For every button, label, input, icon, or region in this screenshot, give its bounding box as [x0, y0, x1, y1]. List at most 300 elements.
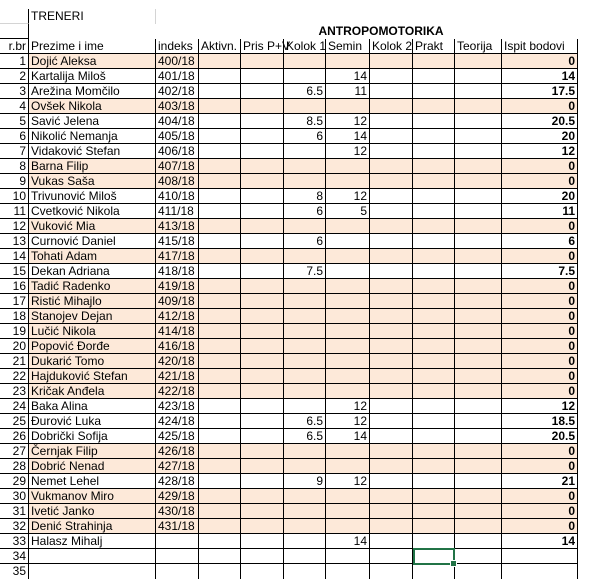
value-cell[interactable]: 8.5 [284, 114, 326, 129]
value-cell[interactable] [241, 324, 284, 339]
value-cell[interactable] [326, 99, 370, 114]
index-cell[interactable]: 410/18 [156, 189, 199, 204]
selected-cell[interactable] [413, 548, 455, 565]
row-number-cell[interactable]: 8 [0, 159, 29, 174]
value-cell[interactable] [455, 84, 502, 99]
name-cell[interactable]: Dojić Aleksa [29, 54, 156, 69]
total-cell[interactable]: 17.5 [502, 84, 578, 99]
value-cell[interactable] [370, 99, 413, 114]
value-cell[interactable] [370, 549, 413, 564]
value-cell[interactable] [326, 369, 370, 384]
value-cell[interactable] [413, 264, 455, 279]
value-cell[interactable] [284, 369, 326, 384]
value-cell[interactable] [241, 174, 284, 189]
value-cell[interactable] [370, 174, 413, 189]
value-cell[interactable] [284, 564, 326, 579]
value-cell[interactable] [413, 234, 455, 249]
value-cell[interactable]: 11 [326, 84, 370, 99]
total-cell[interactable]: 14 [502, 69, 578, 84]
total-cell[interactable]: 20 [502, 189, 578, 204]
index-cell[interactable]: 413/18 [156, 219, 199, 234]
value-cell[interactable] [199, 459, 241, 474]
value-cell[interactable] [455, 444, 502, 459]
total-cell[interactable]: 7.5 [502, 264, 578, 279]
value-cell[interactable] [199, 339, 241, 354]
index-cell[interactable]: 401/18 [156, 69, 199, 84]
total-cell[interactable]: 0 [502, 489, 578, 504]
row-number-cell[interactable]: 26 [0, 429, 29, 444]
index-cell[interactable]: 418/18 [156, 264, 199, 279]
value-cell[interactable] [284, 399, 326, 414]
name-cell[interactable]: Barna Filip [29, 159, 156, 174]
row-number-cell[interactable]: 30 [0, 489, 29, 504]
semin-header[interactable]: Semin [326, 39, 370, 54]
total-cell[interactable]: 0 [502, 279, 578, 294]
total-cell[interactable]: 0 [502, 99, 578, 114]
value-cell[interactable] [241, 564, 284, 579]
value-cell[interactable] [370, 444, 413, 459]
value-cell[interactable] [326, 219, 370, 234]
value-cell[interactable] [413, 249, 455, 264]
total-cell[interactable]: 20 [502, 129, 578, 144]
value-cell[interactable] [370, 519, 413, 534]
value-cell[interactable] [284, 294, 326, 309]
section-header[interactable]: ANTROPOMOTORIKA [318, 24, 444, 38]
total-cell[interactable]: 0 [502, 339, 578, 354]
value-cell[interactable] [326, 264, 370, 279]
value-cell[interactable] [241, 249, 284, 264]
value-cell[interactable] [241, 414, 284, 429]
row-number-cell[interactable]: 21 [0, 354, 29, 369]
value-cell[interactable]: 12 [326, 474, 370, 489]
value-cell[interactable] [413, 339, 455, 354]
total-cell[interactable]: 0 [502, 219, 578, 234]
value-cell[interactable] [413, 69, 455, 84]
value-cell[interactable] [284, 324, 326, 339]
value-cell[interactable] [241, 534, 284, 549]
index-cell[interactable]: 422/18 [156, 384, 199, 399]
total-cell[interactable]: 0 [502, 444, 578, 459]
row-number-cell[interactable]: 25 [0, 414, 29, 429]
name-cell[interactable]: Savić Jelena [29, 114, 156, 129]
value-cell[interactable] [370, 354, 413, 369]
value-cell[interactable] [241, 129, 284, 144]
value-cell[interactable] [326, 354, 370, 369]
value-cell[interactable] [284, 519, 326, 534]
index-cell[interactable]: 416/18 [156, 339, 199, 354]
value-cell[interactable] [241, 399, 284, 414]
value-cell[interactable] [370, 204, 413, 219]
value-cell[interactable] [455, 69, 502, 84]
value-cell[interactable] [199, 189, 241, 204]
name-cell[interactable]: Tohati Adam [29, 249, 156, 264]
index-cell[interactable] [156, 534, 199, 549]
value-cell[interactable] [370, 234, 413, 249]
value-cell[interactable]: 12 [326, 414, 370, 429]
value-cell[interactable] [241, 114, 284, 129]
total-cell[interactable]: 0 [502, 159, 578, 174]
value-cell[interactable] [455, 369, 502, 384]
total-cell[interactable]: 12 [502, 399, 578, 414]
value-cell[interactable] [326, 249, 370, 264]
total-cell[interactable]: 21 [502, 474, 578, 489]
teorija-header[interactable]: Teorija [455, 39, 502, 54]
value-cell[interactable]: 6.5 [284, 414, 326, 429]
value-cell[interactable] [413, 114, 455, 129]
total-cell[interactable] [502, 564, 578, 579]
value-cell[interactable] [326, 564, 370, 579]
row-number-cell[interactable]: 5 [0, 114, 29, 129]
value-cell[interactable]: 9 [284, 474, 326, 489]
index-cell[interactable]: 428/18 [156, 474, 199, 489]
value-cell[interactable] [455, 219, 502, 234]
value-cell[interactable] [455, 399, 502, 414]
value-cell[interactable] [326, 324, 370, 339]
total-cell[interactable]: 11 [502, 204, 578, 219]
name-cell[interactable]: Vuković Mia [29, 219, 156, 234]
value-cell[interactable] [455, 324, 502, 339]
name-cell[interactable]: Stanojev Dejan [29, 309, 156, 324]
value-cell[interactable] [241, 279, 284, 294]
value-cell[interactable] [370, 489, 413, 504]
value-cell[interactable] [199, 84, 241, 99]
value-cell[interactable] [199, 264, 241, 279]
value-cell[interactable] [413, 459, 455, 474]
value-cell[interactable] [413, 399, 455, 414]
rbr-header[interactable]: r.br [0, 39, 29, 54]
value-cell[interactable] [284, 174, 326, 189]
value-cell[interactable] [370, 279, 413, 294]
value-cell[interactable] [241, 144, 284, 159]
value-cell[interactable] [413, 564, 455, 579]
name-cell[interactable]: Vukas Saša [29, 174, 156, 189]
name-cell[interactable]: Vidaković Stefan [29, 144, 156, 159]
value-cell[interactable] [455, 474, 502, 489]
value-cell[interactable] [370, 54, 413, 69]
index-cell[interactable]: 429/18 [156, 489, 199, 504]
index-cell[interactable]: 420/18 [156, 354, 199, 369]
value-cell[interactable] [241, 219, 284, 234]
value-cell[interactable] [241, 504, 284, 519]
value-cell[interactable] [370, 159, 413, 174]
row-number-cell[interactable]: 14 [0, 249, 29, 264]
index-cell[interactable]: 412/18 [156, 309, 199, 324]
row-number-cell[interactable]: 3 [0, 84, 29, 99]
value-cell[interactable] [199, 324, 241, 339]
value-cell[interactable] [199, 174, 241, 189]
value-cell[interactable] [241, 204, 284, 219]
row-number-cell[interactable]: 2 [0, 69, 29, 84]
value-cell[interactable] [455, 144, 502, 159]
total-cell[interactable]: 12 [502, 144, 578, 159]
name-cell[interactable]: Hajduković Stefan [29, 369, 156, 384]
row-number-cell[interactable]: 13 [0, 234, 29, 249]
total-cell[interactable]: 0 [502, 174, 578, 189]
name-cell[interactable]: Dukarić Tomo [29, 354, 156, 369]
index-cell[interactable]: 404/18 [156, 114, 199, 129]
value-cell[interactable] [413, 534, 455, 549]
fill-handle[interactable] [450, 560, 457, 567]
value-cell[interactable] [326, 459, 370, 474]
name-cell[interactable]: Nikolić Nemanja [29, 129, 156, 144]
value-cell[interactable] [455, 414, 502, 429]
value-cell[interactable]: 14 [326, 429, 370, 444]
value-cell[interactable] [455, 234, 502, 249]
index-cell[interactable]: 426/18 [156, 444, 199, 459]
value-cell[interactable] [199, 69, 241, 84]
value-cell[interactable] [370, 534, 413, 549]
index-cell[interactable]: 431/18 [156, 519, 199, 534]
total-cell[interactable]: 6 [502, 234, 578, 249]
value-cell[interactable] [370, 294, 413, 309]
value-cell[interactable] [241, 84, 284, 99]
value-cell[interactable] [413, 324, 455, 339]
value-cell[interactable] [199, 114, 241, 129]
value-cell[interactable] [284, 339, 326, 354]
name-cell[interactable]: Trivunović Miloš [29, 189, 156, 204]
row-number-cell[interactable]: 1 [0, 54, 29, 69]
row-number-cell[interactable]: 7 [0, 144, 29, 159]
value-cell[interactable] [199, 399, 241, 414]
index-cell[interactable]: 407/18 [156, 159, 199, 174]
kolok2-header[interactable]: Kolok 2 [372, 39, 413, 53]
value-cell[interactable] [413, 489, 455, 504]
value-cell[interactable] [326, 309, 370, 324]
prakt-header[interactable]: Prakt [413, 39, 455, 54]
name-cell[interactable]: Lučić Nikola [29, 324, 156, 339]
value-cell[interactable] [455, 249, 502, 264]
total-cell[interactable]: 0 [502, 459, 578, 474]
value-cell[interactable]: 6.5 [284, 429, 326, 444]
total-cell[interactable]: 0 [502, 324, 578, 339]
value-cell[interactable] [284, 549, 326, 564]
kolok1-header[interactable]: Kolok 1 [286, 39, 327, 53]
value-cell[interactable] [284, 534, 326, 549]
value-cell[interactable] [326, 384, 370, 399]
value-cell[interactable] [199, 549, 241, 564]
value-cell[interactable] [284, 279, 326, 294]
row-number-cell[interactable]: 18 [0, 309, 29, 324]
value-cell[interactable]: 6 [284, 204, 326, 219]
value-cell[interactable] [199, 159, 241, 174]
name-cell[interactable]: Denić Strahinja [29, 519, 156, 534]
total-cell[interactable]: 0 [502, 519, 578, 534]
index-cell[interactable]: 402/18 [156, 84, 199, 99]
value-cell[interactable] [284, 144, 326, 159]
index-cell[interactable]: 421/18 [156, 369, 199, 384]
value-cell[interactable] [241, 354, 284, 369]
value-cell[interactable] [326, 504, 370, 519]
value-cell[interactable] [455, 54, 502, 69]
total-cell[interactable]: 0 [502, 309, 578, 324]
value-cell[interactable] [199, 204, 241, 219]
value-cell[interactable] [370, 249, 413, 264]
name-cell[interactable]: Ovšek Nikola [29, 99, 156, 114]
value-cell[interactable]: 6 [284, 234, 326, 249]
value-cell[interactable] [370, 459, 413, 474]
name-cell[interactable]: Ristić Mihajlo [29, 294, 156, 309]
value-cell[interactable] [370, 369, 413, 384]
value-cell[interactable] [284, 69, 326, 84]
value-cell[interactable]: 12 [326, 189, 370, 204]
value-cell[interactable] [199, 384, 241, 399]
value-cell[interactable]: 12 [326, 144, 370, 159]
value-cell[interactable] [370, 189, 413, 204]
value-cell[interactable] [199, 504, 241, 519]
value-cell[interactable] [284, 249, 326, 264]
index-header[interactable]: indeks [156, 39, 199, 54]
value-cell[interactable] [199, 369, 241, 384]
total-cell[interactable]: 0 [502, 369, 578, 384]
row-number-cell[interactable]: 32 [0, 519, 29, 534]
value-cell[interactable] [413, 159, 455, 174]
total-cell[interactable]: 0 [502, 249, 578, 264]
value-cell[interactable] [370, 324, 413, 339]
value-cell[interactable] [370, 114, 413, 129]
value-cell[interactable] [455, 339, 502, 354]
title-cell[interactable]: TRENERI [29, 9, 156, 24]
total-cell[interactable]: 0 [502, 294, 578, 309]
value-cell[interactable] [413, 174, 455, 189]
value-cell[interactable] [284, 309, 326, 324]
value-cell[interactable] [370, 429, 413, 444]
row-number-cell[interactable]: 35 [0, 564, 29, 579]
value-cell[interactable] [413, 294, 455, 309]
name-cell[interactable]: Baka Alina [29, 399, 156, 414]
index-cell[interactable]: 414/18 [156, 324, 199, 339]
value-cell[interactable] [455, 354, 502, 369]
index-cell[interactable]: 411/18 [156, 204, 199, 219]
value-cell[interactable] [370, 339, 413, 354]
name-cell[interactable]: Popović Đorđe [29, 339, 156, 354]
value-cell[interactable] [370, 309, 413, 324]
value-cell[interactable] [326, 279, 370, 294]
value-cell[interactable] [413, 519, 455, 534]
name-cell[interactable]: Cvetković Nikola [29, 204, 156, 219]
value-cell[interactable] [370, 69, 413, 84]
value-cell[interactable] [413, 54, 455, 69]
value-cell[interactable] [241, 54, 284, 69]
value-cell[interactable] [370, 219, 413, 234]
value-cell[interactable] [199, 414, 241, 429]
value-cell[interactable] [241, 234, 284, 249]
value-cell[interactable]: 7.5 [284, 264, 326, 279]
value-cell[interactable] [241, 444, 284, 459]
value-cell[interactable] [370, 564, 413, 579]
value-cell[interactable] [284, 99, 326, 114]
value-cell[interactable] [241, 264, 284, 279]
index-cell[interactable] [156, 549, 199, 564]
name-cell[interactable]: Dobrički Sofija [29, 429, 156, 444]
value-cell[interactable] [241, 489, 284, 504]
value-cell[interactable] [455, 384, 502, 399]
row-number-cell[interactable]: 27 [0, 444, 29, 459]
value-cell[interactable] [370, 129, 413, 144]
value-cell[interactable] [199, 99, 241, 114]
index-cell[interactable]: 400/18 [156, 54, 199, 69]
index-cell[interactable]: 408/18 [156, 174, 199, 189]
value-cell[interactable] [326, 294, 370, 309]
name-cell[interactable]: Kričak Anđela [29, 384, 156, 399]
name-cell[interactable]: Dekan Adriana [29, 264, 156, 279]
value-cell[interactable] [413, 84, 455, 99]
value-cell[interactable] [199, 474, 241, 489]
value-cell[interactable] [199, 564, 241, 579]
value-cell[interactable] [199, 144, 241, 159]
value-cell[interactable] [455, 564, 502, 579]
value-cell[interactable] [199, 129, 241, 144]
total-cell[interactable]: 0 [502, 354, 578, 369]
value-cell[interactable] [284, 159, 326, 174]
row-number-cell[interactable]: 29 [0, 474, 29, 489]
value-cell[interactable] [241, 309, 284, 324]
value-cell[interactable] [413, 414, 455, 429]
name-cell[interactable] [29, 549, 156, 564]
value-cell[interactable] [455, 519, 502, 534]
name-cell[interactable]: Curnović Daniel [29, 234, 156, 249]
row-number-cell[interactable]: 19 [0, 324, 29, 339]
value-cell[interactable]: 12 [326, 114, 370, 129]
value-cell[interactable] [241, 429, 284, 444]
value-cell[interactable] [241, 384, 284, 399]
value-cell[interactable] [455, 549, 502, 564]
value-cell[interactable] [241, 159, 284, 174]
name-cell[interactable]: Đurović Luka [29, 414, 156, 429]
row-number-cell[interactable]: 22 [0, 369, 29, 384]
value-cell[interactable] [241, 459, 284, 474]
value-cell[interactable] [326, 549, 370, 564]
cell[interactable] [0, 9, 29, 24]
row-number-cell[interactable]: 10 [0, 189, 29, 204]
value-cell[interactable] [455, 114, 502, 129]
name-cell[interactable] [29, 564, 156, 579]
value-cell[interactable] [455, 264, 502, 279]
value-cell[interactable] [326, 54, 370, 69]
value-cell[interactable] [413, 384, 455, 399]
index-cell[interactable]: 424/18 [156, 414, 199, 429]
index-cell[interactable]: 425/18 [156, 429, 199, 444]
value-cell[interactable] [413, 354, 455, 369]
total-cell[interactable]: 20.5 [502, 429, 578, 444]
value-cell[interactable] [370, 384, 413, 399]
value-cell[interactable] [241, 99, 284, 114]
value-cell[interactable]: 6.5 [284, 84, 326, 99]
row-number-cell[interactable]: 24 [0, 399, 29, 414]
value-cell[interactable] [284, 459, 326, 474]
value-cell[interactable] [199, 279, 241, 294]
value-cell[interactable] [413, 204, 455, 219]
value-cell[interactable] [370, 84, 413, 99]
value-cell[interactable] [199, 54, 241, 69]
value-cell[interactable] [199, 489, 241, 504]
value-cell[interactable] [413, 99, 455, 114]
value-cell[interactable] [241, 519, 284, 534]
total-cell[interactable] [502, 549, 578, 564]
value-cell[interactable] [370, 504, 413, 519]
value-cell[interactable] [199, 519, 241, 534]
value-cell[interactable] [199, 354, 241, 369]
value-cell[interactable] [413, 309, 455, 324]
value-cell[interactable] [455, 174, 502, 189]
value-cell[interactable] [326, 339, 370, 354]
index-cell[interactable] [156, 564, 199, 579]
value-cell[interactable] [370, 144, 413, 159]
row-number-cell[interactable]: 9 [0, 174, 29, 189]
value-cell[interactable] [284, 444, 326, 459]
row-number-cell[interactable]: 17 [0, 294, 29, 309]
row-number-cell[interactable]: 33 [0, 534, 29, 549]
aktivn-header[interactable]: Aktivn. [199, 39, 241, 54]
